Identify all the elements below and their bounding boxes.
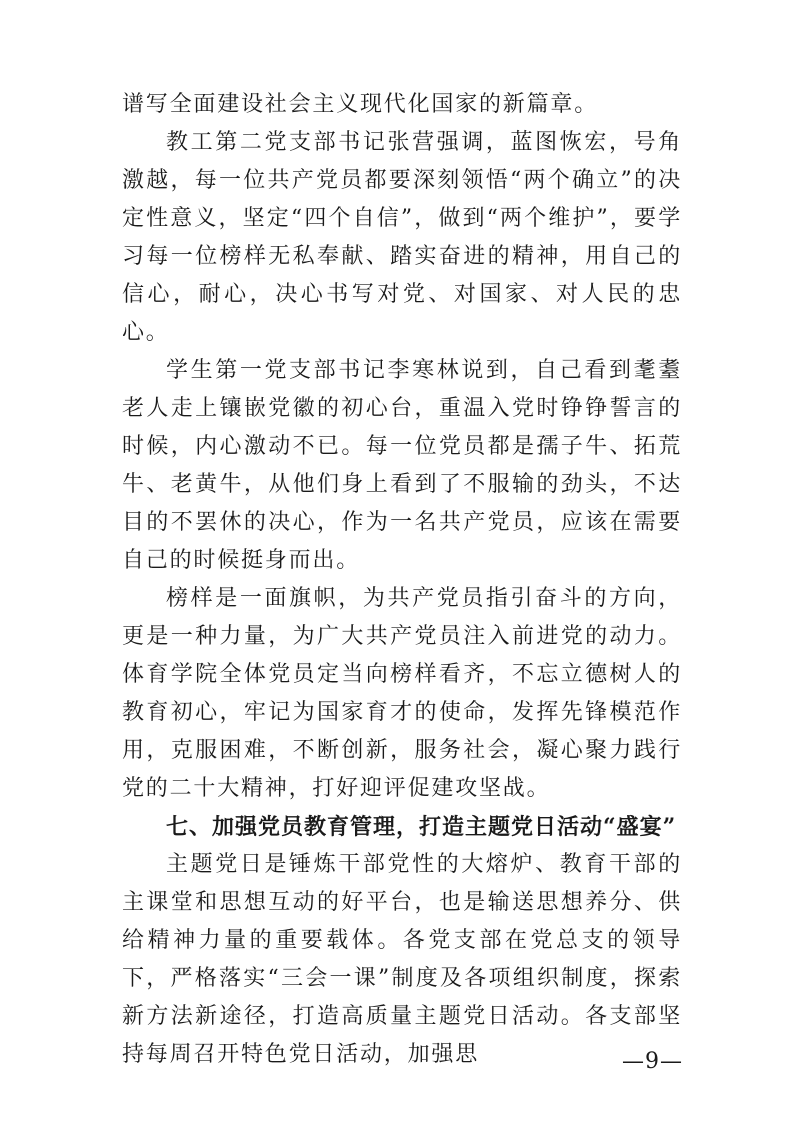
- paragraph-li-hanlin: 学生第一党支部书记李寒林说到，自己看到耄耋老人走上镶嵌党徽的初心台，重温入党时铮铮誓言的时候，内心激动不已。每一位党员都是孺子牛、拓荒牛、老黄牛，从他们身上看到了不服输的劲头，不达目的不罢休的决心，作为一名共产党员，应该在需要自己的时候挺身而出。: [122, 358, 682, 573]
- paragraph-continuation: 谱写全面建设社会主义现代化国家的新篇章。: [122, 92, 599, 117]
- section-heading: 七、加强党员教育管理，打造主题党日活动“盛宴”: [166, 814, 677, 840]
- paragraph-zhang-ying: 教工第二党支部书记张营强调，蓝图恢宏，号角激越，每一位共产党员都要深刻领悟“两个确立”的决定性意义，坚定“四个自信”，做到“两个维护”，要学习每一位榜样无私奉献、踏实奋进的精神，用自己的信心，耐心，决心书写对党、对国家、对人民的忠心。: [122, 130, 682, 345]
- paragraph-role-models: 榜样是一面旗帜，为共产党员指引奋斗的方向，更是一种力量，为广大共产党员注入前进党的动力。体育学院全体党员定当向榜样看齐，不忘立德树人的教育初心，牢记为国家育才的使命，发挥先锋模范作用，克服困难，不断创新，服务社会，凝心聚力践行党的二十大精神，打好迎评促建攻坚战。: [122, 586, 682, 801]
- page-number: —9—: [622, 1049, 683, 1074]
- paragraph-theme-party-day: 主题党日是锤炼干部党性的大熔炉、教育干部的主课堂和思想互动的好平台，也是输送思想养分、供给精神力量的重要载体。各党支部在党总支的领导下，严格落实“三会一课”制度及各项组织制度，探索新方法新途径，打造高质量主题党日活动。各支部坚持每周召开特色党日活动，加强思: [122, 852, 682, 1067]
- document-body: [122, 86, 682, 1074]
